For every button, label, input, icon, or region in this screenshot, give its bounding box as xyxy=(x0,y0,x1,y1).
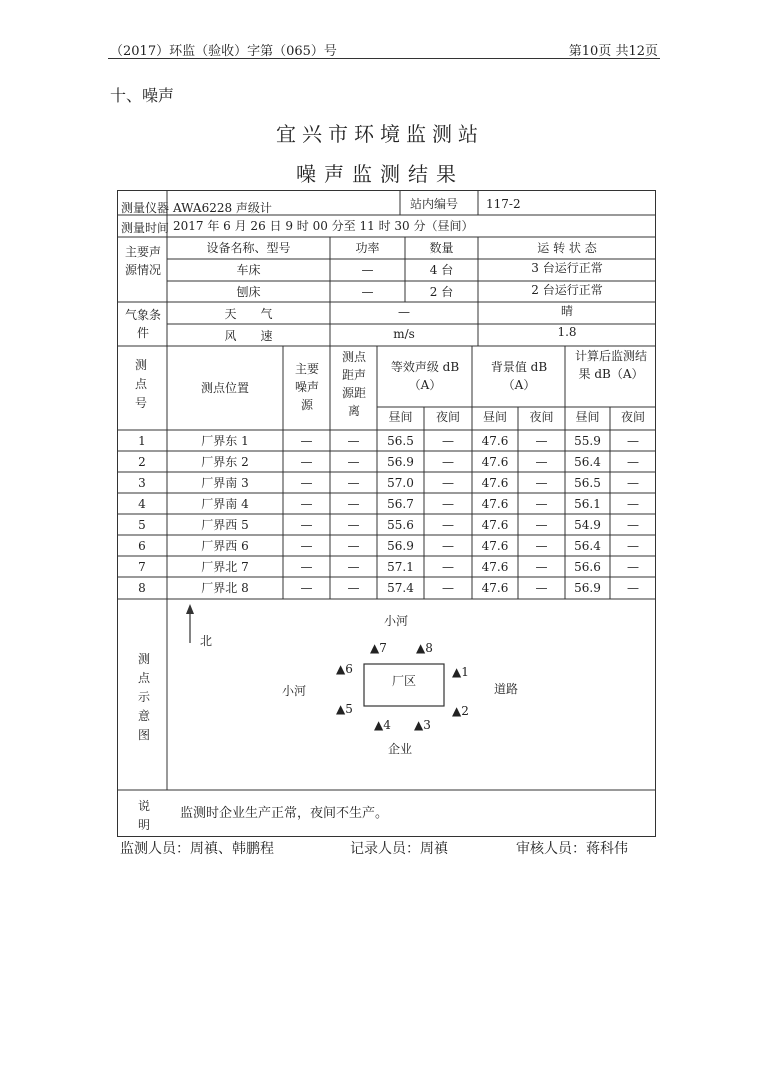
row-source: — xyxy=(300,497,313,511)
triangle-marker-icon: ▲ xyxy=(452,665,462,679)
row-position: 厂界南 3 xyxy=(201,476,249,490)
row-source: — xyxy=(300,560,313,574)
instrument-value: AWA6228 声级计 xyxy=(173,201,272,215)
source-power-1: — xyxy=(361,263,374,277)
row-leq-night: — xyxy=(442,518,454,532)
row-point-no: 5 xyxy=(138,518,146,532)
row-result-night: — xyxy=(627,455,639,469)
source-qty-2: 2 台 xyxy=(429,285,454,299)
measuring-point-number: 4 xyxy=(383,718,391,732)
report-title: 噪声监测结果 xyxy=(296,162,464,186)
triangle-marker-icon: ▲ xyxy=(374,718,384,732)
station-no-label: 站内编号 xyxy=(410,197,459,211)
enterprise-label: 企业 xyxy=(388,742,413,756)
row-result-day: 54.9 xyxy=(574,518,601,532)
row-result-day: 56.4 xyxy=(574,455,601,469)
triangle-marker-icon: ▲ xyxy=(336,702,346,716)
col-qty: 数量 xyxy=(429,241,454,255)
source-device-1: 车床 xyxy=(236,263,261,277)
row-result-day: 56.5 xyxy=(574,476,601,490)
row-leq-day: 56.7 xyxy=(387,497,414,511)
measuring-point-4 xyxy=(374,718,391,732)
row-point-no: 8 xyxy=(138,581,146,595)
weather-label: 天 气 xyxy=(224,307,273,321)
measuring-point-number: 3 xyxy=(423,718,431,732)
row-bg-night: — xyxy=(535,581,548,595)
row-distance: — xyxy=(347,581,360,595)
row-distance: — xyxy=(347,518,360,532)
col-status: 运 转 状 态 xyxy=(537,241,597,255)
header-point-no: 测点号 xyxy=(134,358,147,410)
row-position: 厂界北 8 xyxy=(201,581,249,595)
weather-section-label: 气象条件 xyxy=(124,308,161,340)
row-source: — xyxy=(300,476,313,490)
row-point-no: 2 xyxy=(138,455,146,469)
row-bg-day: 47.6 xyxy=(481,539,509,553)
row-position: 厂界西 5 xyxy=(201,518,249,532)
row-source: — xyxy=(300,434,313,448)
measuring-point-6 xyxy=(336,662,353,676)
row-bg-day: 47.6 xyxy=(481,476,509,490)
row-bg-night: — xyxy=(535,455,548,469)
row-source: — xyxy=(300,581,313,595)
row-bg-night: — xyxy=(535,497,548,511)
measuring-point-number: 1 xyxy=(461,665,469,679)
row-leq-night: — xyxy=(442,455,454,469)
wind-label: 风 速 xyxy=(224,329,273,343)
row-leq-night: — xyxy=(442,434,454,448)
row-leq-day: 56.5 xyxy=(387,434,414,448)
row-distance: — xyxy=(347,455,360,469)
row-result-night: — xyxy=(627,581,639,595)
header-background: 背景值 dB（A） xyxy=(490,360,548,392)
source-status-2: 2 台运行正常 xyxy=(531,283,603,297)
triangle-marker-icon: ▲ xyxy=(416,641,426,655)
measuring-point-number: 2 xyxy=(461,704,469,718)
row-leq-day: 57.0 xyxy=(387,476,414,490)
triangle-marker-icon: ▲ xyxy=(452,704,462,718)
triangle-marker-icon: ▲ xyxy=(336,662,346,676)
row-position: 厂界东 1 xyxy=(201,434,249,448)
row-bg-night: — xyxy=(535,560,548,574)
section-title: 十、噪声 xyxy=(110,86,175,105)
header-position: 测点位置 xyxy=(200,381,249,395)
north-label: 北 xyxy=(200,634,213,648)
row-position: 厂界东 2 xyxy=(201,455,249,469)
row-position: 厂界南 4 xyxy=(201,497,249,511)
row-distance: — xyxy=(347,434,360,448)
row-leq-day: 56.9 xyxy=(387,539,414,553)
row-leq-night: — xyxy=(442,476,454,490)
page-info: 第10页 共12页 xyxy=(568,44,658,59)
col-power: 功率 xyxy=(355,241,380,255)
row-source: — xyxy=(300,539,313,553)
triangle-marker-icon: ▲ xyxy=(414,718,424,732)
row-bg-night: — xyxy=(535,476,548,490)
note-label: 说明 xyxy=(137,799,150,832)
row-bg-day: 47.6 xyxy=(481,560,509,574)
weather-unit: — xyxy=(398,305,410,319)
row-result-night: — xyxy=(627,476,639,490)
measuring-point-5 xyxy=(336,702,353,716)
road-label: 道路 xyxy=(494,682,519,696)
row-point-no: 7 xyxy=(138,560,146,574)
bg-night-header: 夜间 xyxy=(529,410,554,424)
leq-day-header: 昼间 xyxy=(388,410,413,424)
source-qty-1: 4 台 xyxy=(429,263,454,277)
measuring-point-number: 5 xyxy=(345,702,353,716)
measuring-point-7 xyxy=(370,641,387,655)
res-day-header: 昼间 xyxy=(575,410,600,424)
row-bg-day: 47.6 xyxy=(481,497,509,511)
row-bg-night: — xyxy=(535,434,548,448)
row-result-night: — xyxy=(627,497,639,511)
row-position: 厂界北 7 xyxy=(201,560,249,574)
measuring-point-number: 7 xyxy=(379,641,387,655)
row-distance: — xyxy=(347,476,360,490)
row-leq-night: — xyxy=(442,581,454,595)
source-status-1: 3 台运行正常 xyxy=(531,261,603,275)
row-source: — xyxy=(300,455,313,469)
time-label: 测量时间 xyxy=(121,221,170,235)
row-result-day: 56.1 xyxy=(574,497,601,511)
measuring-point-1 xyxy=(452,665,469,679)
measuring-point-2 xyxy=(452,704,469,718)
triangle-marker-icon: ▲ xyxy=(370,641,380,655)
row-point-no: 3 xyxy=(138,476,146,490)
row-bg-day: 47.6 xyxy=(481,455,509,469)
row-distance: — xyxy=(347,497,360,511)
row-bg-day: 47.6 xyxy=(481,434,509,448)
row-leq-day: 55.6 xyxy=(387,518,414,532)
header-result: 计算后监测结果 dB（A） xyxy=(574,349,647,381)
row-result-night: — xyxy=(627,560,639,574)
weather-value: 晴 xyxy=(560,304,573,318)
row-result-day: 56.9 xyxy=(574,581,601,595)
source-label: 主要声源情况 xyxy=(124,245,161,277)
row-result-night: — xyxy=(627,434,639,448)
source-power-2: — xyxy=(361,285,374,299)
time-value: 2017 年 6 月 26 日 9 时 00 分至 11 时 30 分（昼间） xyxy=(173,219,474,233)
bg-day-header: 昼间 xyxy=(482,410,507,424)
row-leq-day: 57.4 xyxy=(387,581,414,595)
row-bg-day: 47.6 xyxy=(481,518,509,532)
leq-night-header: 夜间 xyxy=(435,410,460,424)
instrument-label: 测量仪器 xyxy=(121,201,170,215)
top-river-label: 小河 xyxy=(384,614,409,628)
row-bg-day: 47.6 xyxy=(481,581,509,595)
note-text: 监测时企业生产正常，夜间不生产。 xyxy=(180,806,389,821)
diagram-label: 测点示意图 xyxy=(137,652,150,742)
document-number: （2017）环监（验收）字第（065）号 xyxy=(110,44,337,59)
station-no-value: 117-2 xyxy=(486,197,521,211)
header-leq: 等效声级 dB（A） xyxy=(390,360,460,392)
wind-unit: m/s xyxy=(393,327,415,341)
row-distance: — xyxy=(347,539,360,553)
row-result-day: 55.9 xyxy=(574,434,601,448)
col-device: 设备名称、型号 xyxy=(206,241,291,255)
row-leq-night: — xyxy=(442,539,454,553)
row-leq-day: 57.1 xyxy=(387,560,414,574)
res-night-header: 夜间 xyxy=(620,410,645,424)
row-distance: — xyxy=(347,560,360,574)
row-result-day: 56.4 xyxy=(574,539,601,553)
recorder-signature: 记录人员：周禛 xyxy=(350,841,448,857)
organization-title: 宜兴市环境监测站 xyxy=(276,122,484,146)
row-leq-day: 56.9 xyxy=(387,455,414,469)
row-source: — xyxy=(300,518,313,532)
row-point-no: 6 xyxy=(138,539,146,553)
monitor-signature: 监测人员：周禛、韩鹏程 xyxy=(120,841,274,857)
row-bg-night: — xyxy=(535,518,548,532)
row-point-no: 4 xyxy=(138,497,146,511)
row-point-no: 1 xyxy=(138,434,146,448)
wind-value: 1.8 xyxy=(557,325,577,339)
row-leq-night: — xyxy=(442,497,454,511)
row-result-day: 56.6 xyxy=(574,560,601,574)
row-position: 厂界西 6 xyxy=(201,539,249,553)
header-source: 主要噪声源 xyxy=(294,362,319,412)
measuring-point-8 xyxy=(416,641,433,655)
measuring-point-3 xyxy=(414,718,431,732)
row-result-night: — xyxy=(627,539,639,553)
row-result-night: — xyxy=(627,518,639,532)
header-distance: 测点距声源距离 xyxy=(341,350,366,418)
measuring-point-number: 6 xyxy=(345,662,353,676)
measuring-point-number: 8 xyxy=(425,641,433,655)
source-device-2: 刨床 xyxy=(236,285,261,299)
plant-label: 厂区 xyxy=(392,674,417,688)
row-bg-night: — xyxy=(535,539,548,553)
north-arrow xyxy=(186,604,194,643)
row-leq-night: — xyxy=(442,560,454,574)
reviewer-signature: 审核人员：蒋科伟 xyxy=(516,841,628,857)
left-river-label: 小河 xyxy=(282,684,307,698)
